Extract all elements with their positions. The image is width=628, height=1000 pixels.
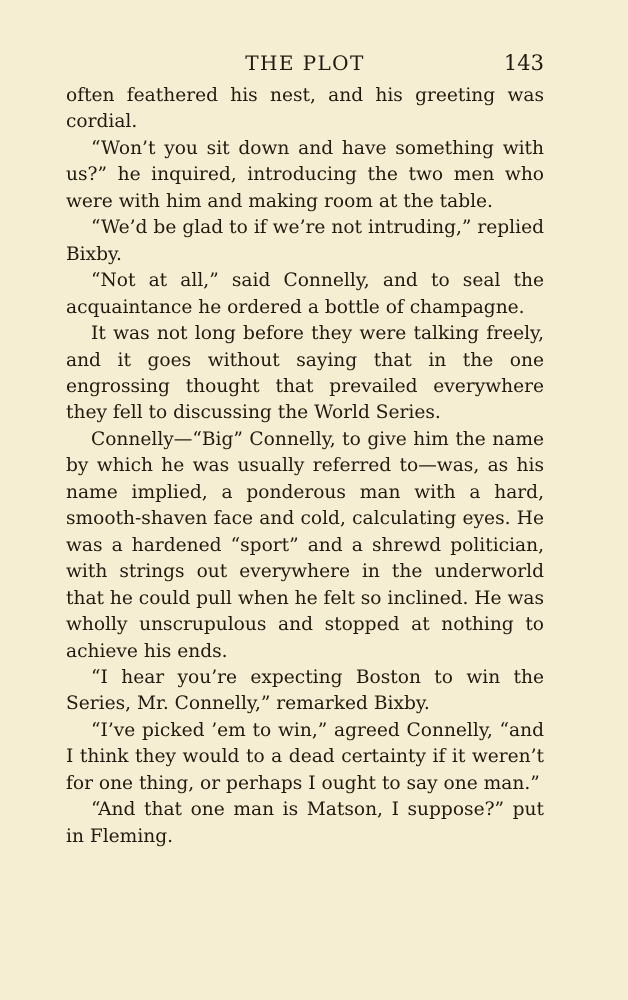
paragraph-continued: often feathered his nest, and his greeting was cordial. [66,85,544,133]
paragraph: It was not long before they were talking freely, and it goes without saying that in the one engrossing thought that prevailed everywhere they fell to discussing the World Series. [66,323,544,424]
paragraph: “Not at all,” said Connelly, and to seal the acquaintance he ordered a bottle of champagne. [66,270,544,318]
running-header [66,48,544,78]
paragraph: “Won’t you sit down and have something with us?” he inquired, introducing the two men who were with him and making room at the table. [66,137,544,212]
paragraph: “I’ve picked ’em to win,” agreed Connelly, “and I think they would to a dead certainty if it weren’t for one thing, or perhaps I ought to say one man.” [66,719,544,794]
paragraph: “And that one man is Matson, I suppose?” put in Fleming. [66,799,544,847]
running-head-title: THE PLOT [245,51,365,75]
page-number: 143 [503,51,544,75]
paragraph: “I hear you’re expecting Boston to win the Series, Mr. Connelly,” remarked Bixby. [66,666,544,715]
paragraph: “We’d be glad to if we’re not intruding,” replied Bixby. [66,217,544,265]
body-text [66,83,544,850]
paragraph: Connelly—“Big” Connelly, to give him the name by which he was usually referred to—was, as his name implied, a ponderous man with a hard, smooth-shaven face and cold, calculating eyes. He was a hardened “sport” and a shrewd politician, with strings out everywhere in the underworld that he could pull when he felt so inclined. He was wholly unscrupulous and stopped at nothing to achieve his ends. [66,428,544,662]
